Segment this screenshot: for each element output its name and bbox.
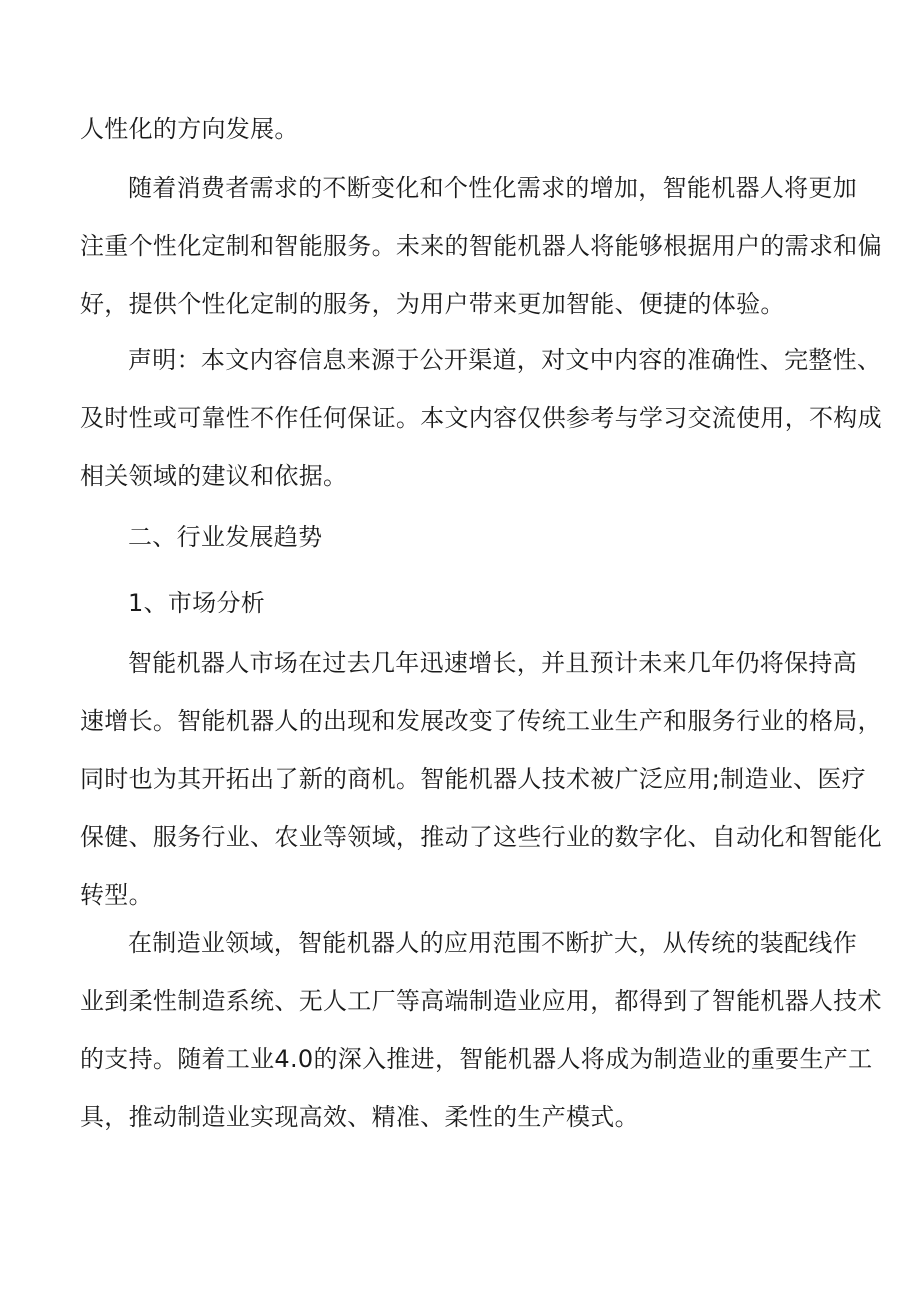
- text-line: 相关领域的建议和依据。: [80, 462, 348, 490]
- text-line: 在制造业领域，智能机器人的应用范围不断扩大，从传统的装配线作: [128, 929, 857, 957]
- text-line: 转型。: [80, 881, 153, 909]
- text-line: 注重个性化定制和智能服务。未来的智能机器人将能够根据用户的需求和偏: [80, 232, 882, 260]
- paragraph-disclaimer: [80, 331, 882, 505]
- text-line: 速增长。智能机器人的出现和发展改变了传统工业生产和服务行业的格局，: [80, 707, 882, 735]
- text-line: 及时性或可靠性不作任何保证。本文内容仅供参考与学习交流使用，不构成: [80, 404, 882, 432]
- paragraph-continuation: [80, 100, 840, 158]
- text-line: 人性化的方向发展。: [80, 115, 299, 143]
- subsection-heading: [80, 574, 840, 632]
- text-line: 声明：本文内容信息来源于公开渠道，对文中内容的准确性、完整性、: [128, 346, 882, 374]
- text-line: 智能机器人市场在过去几年迅速增长，并且预计未来几年仍将保持高: [128, 649, 857, 677]
- heading-text: 二、行业发展趋势: [128, 523, 323, 551]
- text-line: 的支持。随着工业4.0的深入推进，智能机器人将成为制造业的重要生产工: [80, 1045, 873, 1073]
- text-line: 随着消费者需求的不断变化和个性化需求的增加，智能机器人将更加: [128, 174, 857, 202]
- text-line: 具，推动制造业实现高效、精准、柔性的生产模式。: [80, 1103, 639, 1131]
- text-line: 同时也为其开拓出了新的商机。智能机器人技术被广泛应用;制造业、医疗: [80, 765, 866, 793]
- paragraph-manufacturing: [80, 914, 882, 1146]
- text-line: 保健、服务行业、农业等领域，推动了这些行业的数字化、自动化和智能化: [80, 823, 882, 851]
- paragraph-personalization: [80, 159, 882, 333]
- paragraph-market-growth: [80, 634, 882, 924]
- text-line: 业到柔性制造系统、无人工厂等高端制造业应用，都得到了智能机器人技术: [80, 987, 882, 1015]
- section-heading: [80, 508, 840, 566]
- text-line: 好，提供个性化定制的服务，为用户带来更加智能、便捷的体验。: [80, 290, 785, 318]
- heading-text: 1、市场分析: [128, 589, 266, 617]
